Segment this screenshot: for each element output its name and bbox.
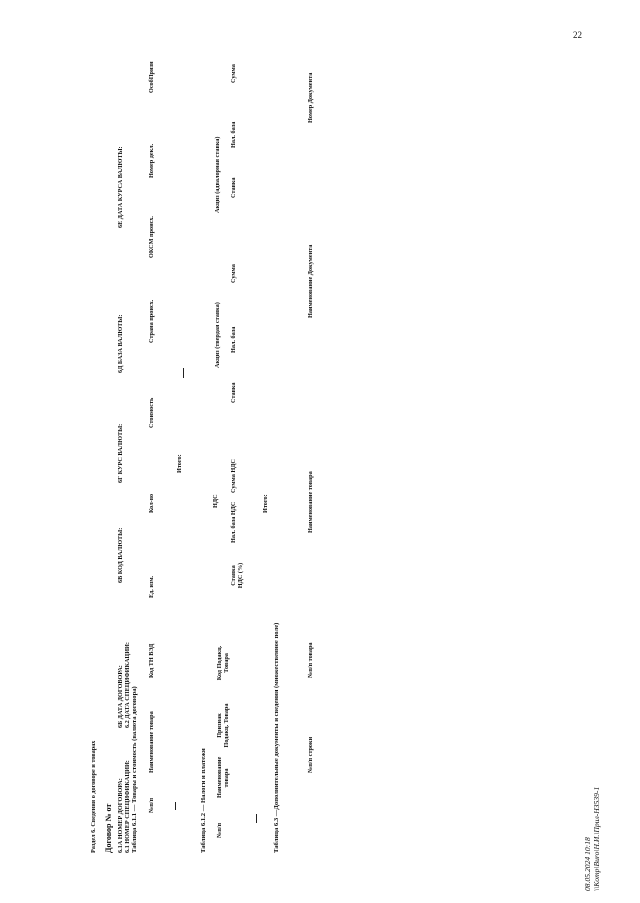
table-611-header-unit: Ед. изм. — [148, 575, 155, 598]
table-612-total: Итого: — [262, 494, 269, 513]
field-spec-date: 6.2 ДАТА СПЕЦИФИКАЦИИ: — [124, 642, 131, 728]
table-612-header-row-no: №п/п — [216, 822, 223, 838]
table-611-header-decl-no: Номер декл. — [148, 143, 155, 178]
table-63-header-doc-no: Номер Документа — [307, 72, 314, 123]
field-spec-number: 6.1 НОМЕР СПЕЦИФИКАЦИИ: — [124, 760, 131, 853]
table-612-header-excise-code: Код Подакц. Товара — [216, 645, 231, 681]
table-612-header-excise-adval: Акциз (адвалорная ставка) — [214, 136, 221, 213]
table-612-header-vat-rate: Ставка НДС (%) — [230, 562, 245, 589]
table-612-header-excise-adval-rate: Ставка — [230, 177, 237, 198]
table-611-header-name: Наименование товара — [148, 711, 155, 773]
footer-path: \\Komp\Buro\Н.И.\Прил-НЗ539-1 — [592, 786, 601, 891]
table-612-header-name: Наименование товара — [216, 756, 231, 798]
table-611-total-mark — [183, 368, 184, 378]
table-612-header-excise-fixed: Акциз (твердая ставка) — [214, 302, 221, 368]
table-611-header-features: ОсобПризн — [148, 61, 155, 93]
table-611-header-qty: Кол-во — [148, 493, 155, 513]
table-611-total: Итого: — [176, 454, 183, 473]
table-63-header-goods-no: №п/п товара — [307, 642, 314, 678]
table-612-header-vat-base: Нал. база НДС — [230, 501, 237, 543]
table-611-header-cost: Стоимость — [148, 397, 155, 428]
table-612-header-excise-adval-base: Нал. база — [230, 121, 237, 148]
page-number: 22 — [573, 30, 582, 40]
table-612-title: Таблица 6.1.2 — Налоги и платежи — [200, 748, 207, 853]
table-612-header-excise-fixed-rate: Ставка — [230, 382, 237, 403]
table-63-header-goods-name: Наименование товара — [307, 471, 314, 533]
table-611-title: Таблица 6.1.1 — Товары и стоимость (валюта договора) — [131, 686, 138, 853]
table-612-header-vat-group: НДС — [212, 494, 219, 508]
table-612-header-excise-fixed-base: Нал. база — [230, 326, 237, 353]
table-611-placeholder-mark — [175, 802, 176, 810]
table-612-placeholder-mark — [256, 814, 257, 823]
table-612-header-vat-sum: Сумма НДС — [230, 459, 237, 493]
table-63-header-row-no: №п/п строки — [307, 736, 314, 773]
section-title: Раздел 6. Сведения о договоре и товарах — [90, 740, 97, 853]
table-612-header-excise-fixed-sum: Сумма — [230, 264, 237, 283]
field-exchange-rate: 6Г КУРС ВАЛЮТЫ: — [117, 423, 124, 483]
table-611-header-row-no: №п/п — [148, 797, 155, 813]
table-63-header-doc-name: Наименование Документа — [307, 244, 314, 318]
table-611-header-tn-ved: Код ТН ВЭД — [148, 643, 155, 678]
field-currency-base: 6Д БАЗА ВАЛЮТЫ: — [117, 314, 124, 373]
table-612-header-feature: Признак Подакц. Товара — [216, 703, 231, 748]
table-611-header-oksm: ОКСМ происх. — [148, 216, 155, 258]
footer-timestamp: 08.05.2024 10:18 — [583, 837, 592, 891]
table-611-header-country: Страна происх. — [148, 299, 155, 343]
contract-title: Договор № от — [104, 803, 113, 853]
table-63-title: Таблица 6.3 —Дополнительные документы и сведения (множественное поле) — [273, 622, 280, 853]
field-contract-date: 6Б ДАТА ДОГОВОРА: — [117, 665, 124, 728]
field-contract-number: 6.1А НОМЕР ДОГОВОРА: — [117, 778, 124, 853]
field-rate-date: 6Е ДАТА КУРСА ВАЛЮТЫ: — [117, 146, 124, 228]
field-currency-code: 6В КОД ВАЛЮТЫ: — [117, 527, 124, 583]
table-612-header-excise-adval-sum: Сумма — [230, 64, 237, 83]
